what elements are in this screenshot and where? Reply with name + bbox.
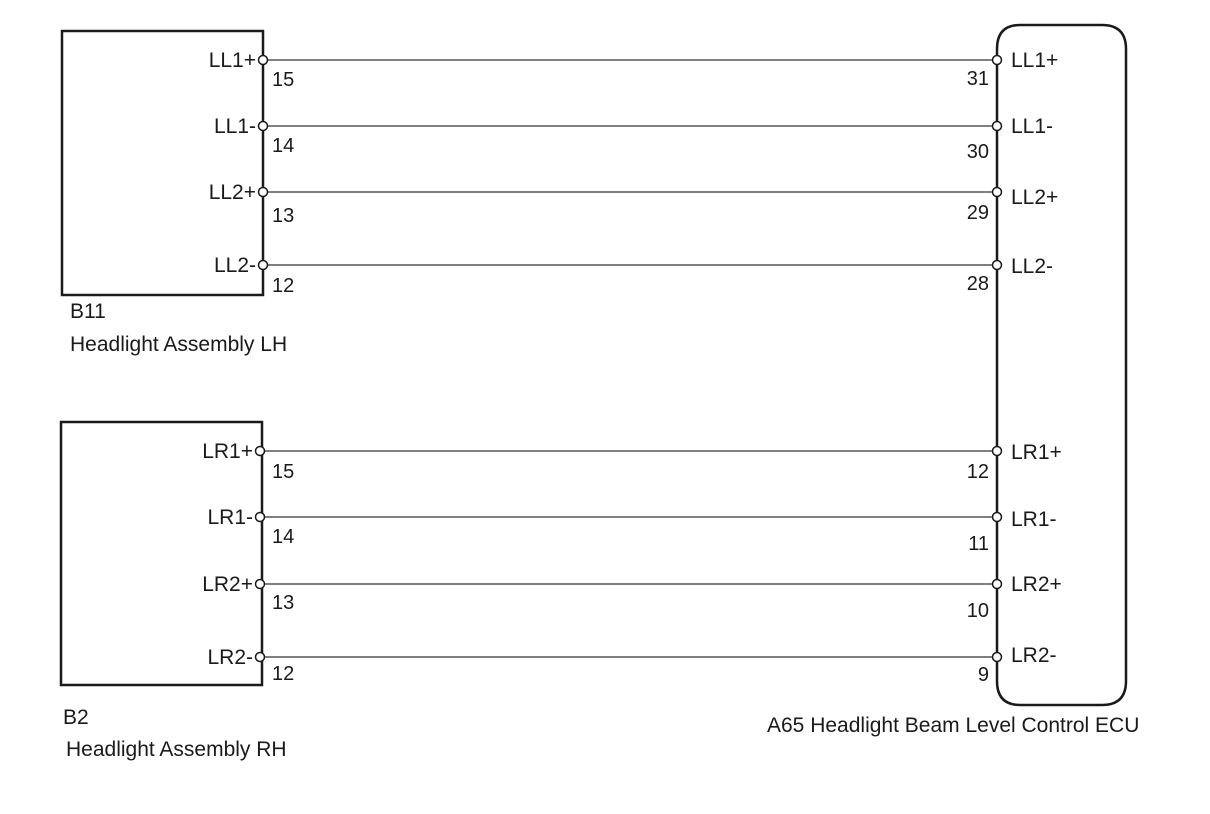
terminal-ecu-1	[993, 56, 1002, 65]
rh-pin-number: 12	[272, 663, 295, 685]
ecu-pin-number: 28	[966, 273, 989, 295]
rh-pin-number: 15	[272, 461, 295, 483]
terminal-rh-4	[256, 653, 265, 662]
terminal-ecu-5	[993, 447, 1002, 456]
ecu-pin-number: 12	[966, 461, 989, 483]
wires-lh	[267, 60, 993, 265]
rh-signal-label: LR2+	[202, 573, 253, 596]
ecu-pin-number: 11	[968, 533, 989, 555]
lh-pin-number: 12	[272, 275, 295, 297]
ecu-caption: A65 Headlight Beam Level Control ECU	[767, 714, 1140, 737]
ecu-signal-label: LL1+	[1011, 49, 1059, 72]
terminal-ecu-6	[993, 513, 1002, 522]
terminal-lh-3	[259, 188, 268, 197]
ecu-signal-label: LL2+	[1011, 186, 1059, 209]
ecu-signal-label: LL2-	[1011, 255, 1054, 278]
ecu-signal-label: LR2+	[1011, 573, 1062, 596]
ecu-pin-number: 29	[966, 202, 989, 224]
terminal-ecu-4	[993, 261, 1002, 270]
ecu-pin-number: 9	[977, 664, 989, 686]
lh-pin-number: 15	[272, 69, 295, 91]
terminal-rh-2	[256, 513, 265, 522]
ecu-pin-number: 31	[966, 68, 989, 90]
rh-signal-label: LR2-	[207, 646, 253, 669]
terminal-lh-2	[259, 122, 268, 131]
terminal-ecu-8	[993, 653, 1002, 662]
terminal-lh-1	[259, 56, 268, 65]
terminal-rh-3	[256, 580, 265, 589]
ecu-signal-label: LL1-	[1011, 115, 1054, 138]
ecu-signal-label: LR1+	[1011, 441, 1062, 464]
terminal-ecu-3	[993, 188, 1002, 197]
terminal-ecu-2	[993, 122, 1002, 131]
wires-rh	[264, 451, 993, 657]
lh-connector-code: B11	[70, 300, 106, 323]
rh-pin-number: 13	[272, 592, 295, 614]
ecu-pin-number: 10	[966, 600, 989, 622]
lh-pin-number: 13	[272, 205, 295, 227]
ecu-signal-label: LR1-	[1011, 508, 1057, 531]
terminal-ecu-7	[993, 580, 1002, 589]
ecu-pin-number: 30	[966, 141, 989, 163]
rh-connector-code: B2	[63, 706, 89, 729]
terminal-rh-1	[256, 447, 265, 456]
lh-component-name: Headlight Assembly LH	[70, 333, 288, 356]
rh-component-name: Headlight Assembly RH	[66, 738, 287, 761]
lh-signal-label: LL2+	[208, 181, 256, 204]
lh-pin-number: 14	[272, 135, 295, 157]
lh-signal-label: LL2-	[213, 254, 256, 277]
rh-signal-label: LR1+	[202, 440, 253, 463]
terminal-points	[256, 56, 1002, 662]
lh-signal-label: LL1-	[213, 115, 256, 138]
lh-signal-label: LL1+	[208, 49, 256, 72]
rh-signal-label: LR1-	[207, 506, 253, 529]
rh-pin-number: 14	[272, 526, 295, 548]
terminal-lh-4	[259, 261, 268, 270]
ecu-signal-label: LR2-	[1011, 644, 1057, 667]
